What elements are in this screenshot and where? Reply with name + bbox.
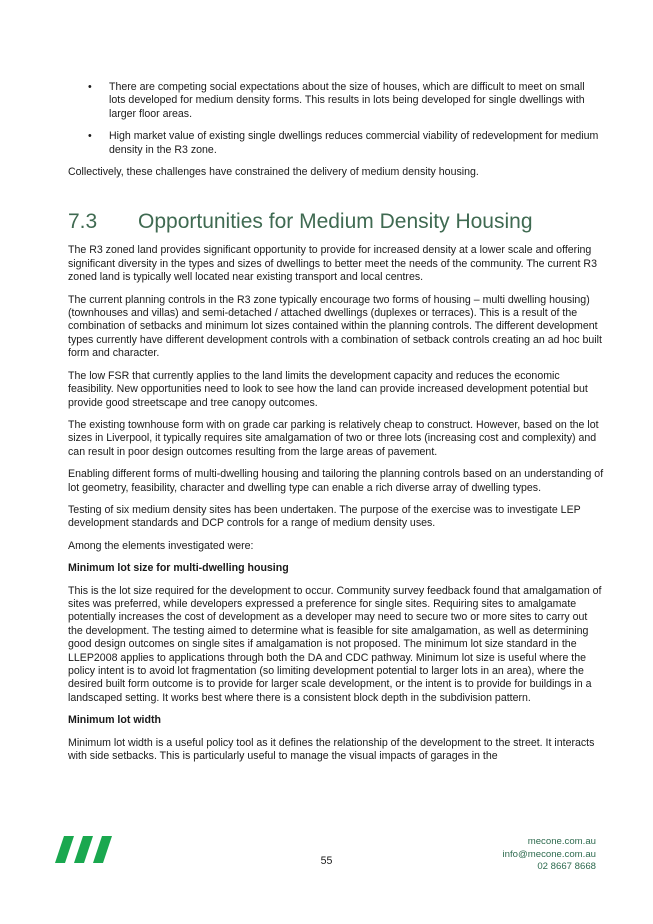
bullet-marker: • <box>88 81 92 93</box>
body-paragraph: The low FSR that currently applies to the land limits the development capacity and reduces the economic feasibility. New opportunities need to look to see how the land can provide increased development potential but provide good streetscape and tree canopy outcomes. <box>68 369 588 409</box>
bullet-text: High market value of existing single dwellings reduces commercial viability of redevelopment for medium density in the R3 zone. <box>109 130 599 156</box>
bullet-item <box>68 81 604 121</box>
bullet-text: There are competing social expectations about the size of houses, which are difficult to meet on small lots developed for medium density forms. This results in lots being developed for single dwellings with larger floor areas. <box>109 81 585 120</box>
body-paragraph: The current planning controls in the R3 zone typically encourage two forms of housing – multi dwelling housing) (townhouses and villas) and semi-detached / attached dwellings (duplexes or terraces). This is a result of the combination of setbacks and minimum lot sizes contained within the planning controls. The different development types currently have different development controls with a combination of setback controls creating an ad hoc built form and character. <box>68 293 602 360</box>
min-lot-width-heading: Minimum lot width <box>68 714 161 727</box>
min-lot-size-paragraph: This is the lot size required for the development to occur. Community survey feedback found that amalgamation of sites was preferred, while developers expressed a preference for single sites. Requiring sites to amalgamate potentially increases the cost of development as a developer may need to secure two or more sites to carry out the development. The testing aimed to determine what is feasible for site amalgamation, as well as determining good design outcomes on single sites if amalgamation is not proposed. The minimum lot size standard in the LLEP2008 applies to applications through both the DA and CDC pathway. Minimum lot size is useful where the policy intent is to avoid lot fragmentation (so limiting development potential to larger lots in an area), where the desired built form outcome is to provide for larger scale development, or the intent is to provide for buildings in a landscaped setting. It works best where there is a consistent block depth in the subdivision pattern. <box>68 584 602 704</box>
summary-paragraph: Collectively, these challenges have constrained the delivery of medium density housing. <box>68 166 479 179</box>
body-paragraph: The existing townhouse form with on grade car parking is relatively cheap to construct. However, based on the lot sizes in Liverpool, it typically requires site amalgamation of two or three lots (increasing cost and complexity) and can result in poor design outcomes resulting from the large areas of pavement. <box>68 418 599 458</box>
website-link[interactable]: mecone.com.au <box>527 836 596 847</box>
min-lot-size-heading: Minimum lot size for multi-dwelling housing <box>68 562 289 575</box>
body-paragraph: Enabling different forms of multi-dwelling housing and tailoring the planning controls based on an understanding of lot geometry, feasibility, character and dwelling type can enable a rich diverse array of dwelling types. <box>68 468 604 494</box>
section-heading <box>68 209 604 235</box>
body-paragraph: The R3 zoned land provides significant opportunity to provide for increased density at a lower scale and offering significant diversity in the types and sizes of dwellings to better meet the needs of the community. The current R3 zoned land is typically well located near existing transport and local centres. <box>68 244 597 284</box>
challenges-bullet-list <box>68 81 604 157</box>
page-content <box>68 81 604 772</box>
min-lot-width-paragraph: Minimum lot width is a useful policy tool as it defines the relationship of the development to the street. It interacts with side setbacks. This is particularly useful to manage the visual impacts of garages in the <box>68 736 595 763</box>
body-paragraph: Among the elements investigated were: <box>68 539 254 552</box>
contact-block <box>503 836 596 874</box>
section-number: 7.3 <box>68 210 98 234</box>
bullet-item <box>68 130 604 157</box>
bullet-marker: • <box>88 130 92 143</box>
email-link[interactable]: info@mecone.com.au <box>502 848 596 860</box>
phone-number: 02 8667 8668 <box>537 861 596 873</box>
section-title: Opportunities for Medium Density Housing <box>138 210 533 234</box>
body-paragraph: Testing of six medium density sites has been undertaken. The purpose of the exercise was to investigate LEP development standards and DCP controls for a range of medium density uses. <box>68 503 581 530</box>
page-number: 55 <box>320 855 333 867</box>
